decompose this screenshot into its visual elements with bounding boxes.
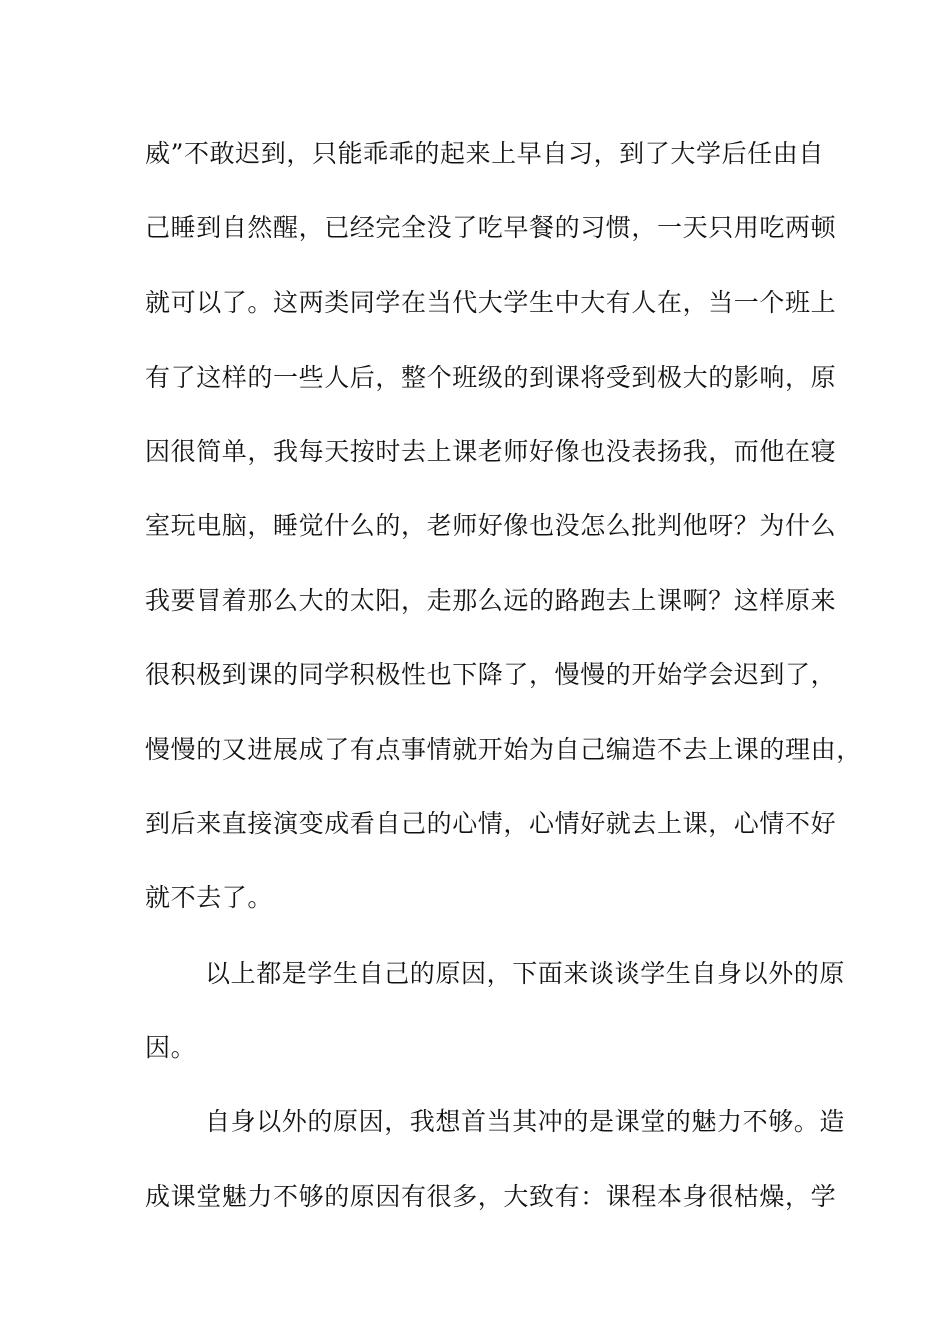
text-line: 就可以了。这两类同学在当代大学生中大有人在，当一个班上 <box>145 288 837 317</box>
text-line: 到后来直接演变成看自己的心情，心情好就去上课，心情不好 <box>145 809 837 838</box>
paragraph-first-line: 以上都是学生自己的原因，下面来谈谈学生自身以外的原 <box>205 959 846 988</box>
text-line: 就不去了。 <box>145 883 274 912</box>
text-line: 慢慢的又进展成了有点事情就开始为自己编造不去上课的理由， <box>145 735 862 764</box>
text-line: 成课堂魅力不够的原因有很多，大致有：课程本身很枯燥，学 <box>145 1182 837 1211</box>
text-line: 很积极到课的同学积极性也下降了，慢慢的开始学会迟到了， <box>145 660 837 689</box>
text-line: 因。 <box>145 1033 197 1062</box>
text-line: 有了这样的一些人后，整个班级的到课将受到极大的影响，原 <box>145 363 837 392</box>
text-line: 室玩电脑，睡觉什么的，老师好像也没怎么批判他呀？为什么 <box>145 511 837 540</box>
text-line: 己睡到自然醒，已经完全没了吃早餐的习惯，一天只用吃两顿 <box>145 213 837 242</box>
text-line: 因很简单，我每天按时去上课老师好像也没表扬我，而他在寝 <box>145 437 837 466</box>
text-line: 我要冒着那么大的太阳，走那么远的路跑去上课啊？这样原来 <box>145 586 837 615</box>
paragraph-first-line: 自身以外的原因，我想首当其冲的是课堂的魅力不够。造 <box>205 1107 846 1136</box>
text-line: 威”不敢迟到，只能乖乖的起来上早自习，到了大学后任由自 <box>145 139 824 168</box>
